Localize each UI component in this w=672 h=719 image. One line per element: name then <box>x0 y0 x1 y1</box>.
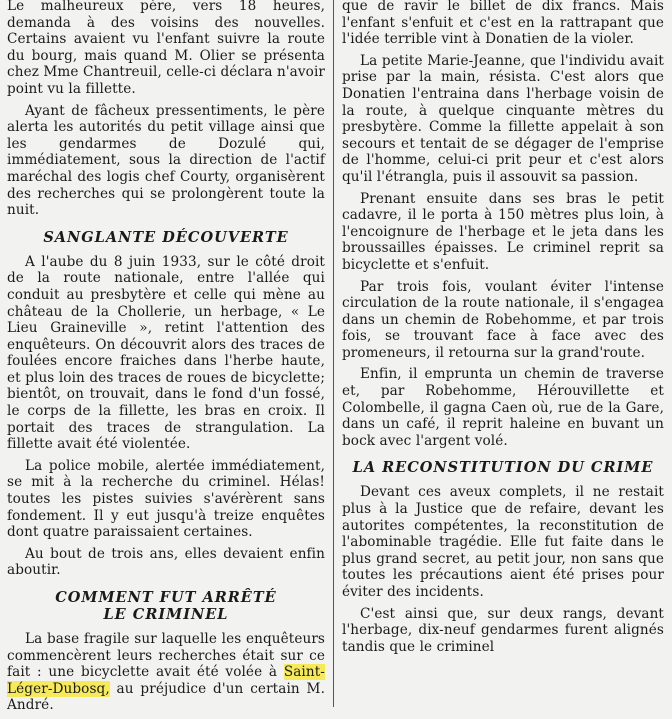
paragraph: La police mobile, alertée immédiatement, se mit à la recherche du criminel. Hélas! toutes les pistes suivies s'avérèrent sans fondement. Il y eut jusqu'à treize enquêtes dont quatre paraissaient certaines. <box>7 457 325 541</box>
column-divider <box>333 0 334 707</box>
paragraph: Le malheureux père, vers 18 heures, demanda à des voisins des nouvelles. Certains avaient vu l'enfant suivre la route du bourg, mais quand M. Olier se présenta chez Mme Chantreuil, celle-ci déclara n'avoir point vu la fillette. <box>7 0 325 97</box>
paragraph: La petite Marie-Jeanne, que l'individu avait prise par la main, résista. C'est alors que Donatien l'entraina dans l'herbage voisin de la route, à quelque cinquante mètres du presbytère. Comme la fillette appelait à son secours et tentait de se dégager de l'emprise de l'homme, celui-ci prit peur et c'est alors qu'il l'étrangla, puis il assouvit sa passion. <box>342 52 664 185</box>
paragraph: Enfin, il emprunta un chemin de traverse et, par Robehomme, Hérouvillette et Colombelle, il gagna Caen où, rue de la Gare, dans un café, il reprit haleine en buvant un bock avec l'argent volé. <box>342 366 664 449</box>
paragraph: C'est ainsi que, sur deux rangs, devant l'herbage, dix-neuf gendarmes furent alignés tandis que le criminel <box>342 605 664 655</box>
paragraph: A l'aube du 8 juin 1933, sur le côté droit de la route nationale, entre l'allée qui conduit au presbytère et celle qui mène au château de la Chollerie, un herbage, « Le Lieu Graineville », retint l'attention des enquêteurs. On découvrit alors des traces de foulées encore fraiches dans l'herbe haute, et plus loin des traces de roues de bicyclette; bientôt, on trouvait, dans le fond d'un fossé, le corps de la fillette, les bras en croix. Il portait des traces de strangulation. La fillette avait été violentée. <box>7 253 325 453</box>
paragraph: Ayant de fâcheux pressentiments, le père alerta les autorités du petit village ainsi que les gendarmes de Dozulé qui, immédiatement, sous la direction de l'actif maréchal des logis chef Courty, organisèrent des recherches qui se prolongèrent toute la nuit. <box>7 102 325 219</box>
section-heading: LA RECONSTITUTION DU CRIME <box>352 459 654 477</box>
text-span: La base fragile sur laquelle les enquêteurs commencèrent leurs recherches était sur ce fait : une bicyclette avait été volée à <box>7 631 325 681</box>
section-heading: SANGLANTE DÉCOUVERTE <box>43 228 289 246</box>
paragraph: Devant ces aveux complets, il ne restait plus à la Justice que de refaire, devant les autorites compétentes, la reconstitution de l'abominable tragédie. Elle fut faite dans le plus grand secret, au petit jour, non sans que toutes les précautions aient été prises pour éviter des incidents. <box>342 484 664 600</box>
paragraph: Par trois fois, voulant éviter l'intense circulation de la route nationale, il s'engagea dans un chemin de Robehomme, et par trois fois, se trouvant face à face avec des promeneurs, il retourna sur la grand'route. <box>342 278 664 361</box>
paragraph <box>7 631 325 714</box>
text-span: au préjudice d'un certain M. André. <box>7 680 325 714</box>
left-column <box>7 0 325 719</box>
highlighted-place-name: Saint-Léger-Dubosq, <box>7 664 325 697</box>
right-column <box>342 0 664 660</box>
paragraph: Au bout de trois ans, elles devaient enfin aboutir. <box>7 545 325 579</box>
paragraph: que de ravir le billet de dix francs. Mais l'enfant s'enfuit et c'est en la rattrapant que l'idée terrible vint à Donatien de la violer. <box>342 0 664 48</box>
paragraph: Prenant ensuite dans ses bras le petit cadavre, il le porta à 150 mètres plus loin, à l'encoignure de l'herbage et le jeta dans les broussailles épaisses. Le criminel reprit sa bicyclette et s'enfuit. <box>342 190 664 273</box>
heading-line: COMMENT FUT ARRÊTÉ <box>55 589 277 606</box>
section-heading <box>7 589 325 623</box>
heading-line: LE CRIMINEL <box>103 606 229 623</box>
